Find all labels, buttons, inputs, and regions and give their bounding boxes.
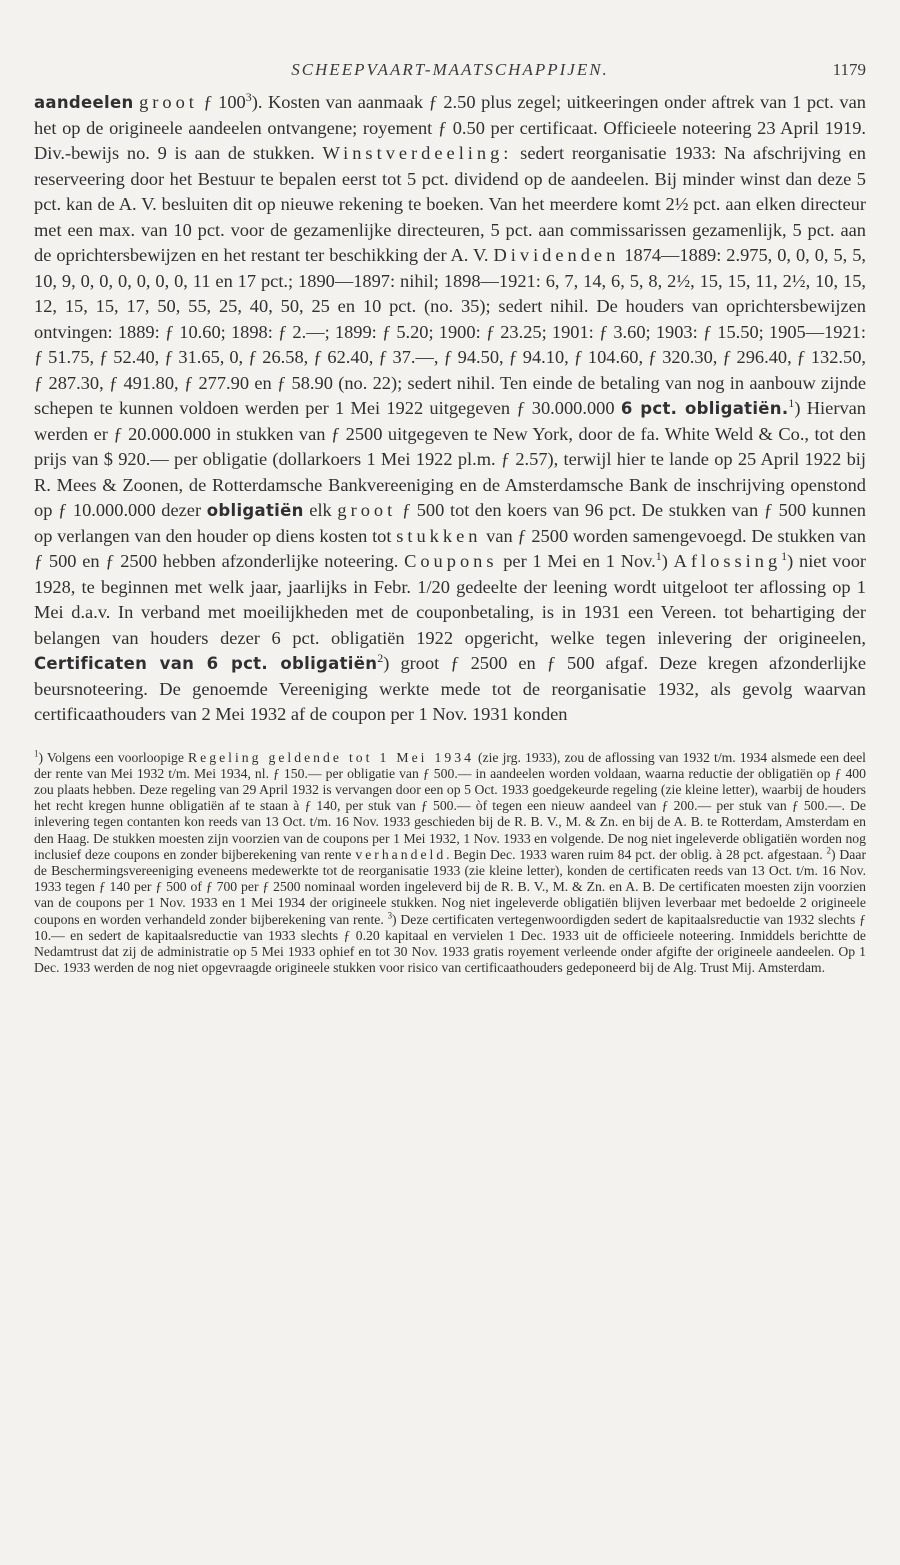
spaced-emphasis: Dividenden [493,245,620,265]
footnote-marker: 3 [245,89,252,104]
text-run: ƒ 100 [197,92,246,112]
text-run: ) Hiervan werden er ƒ 20.000.000 in stukken van ƒ 2500 uitgegeven te New York, door de fa. White Weld & Co., tot den prijs van $ 920.— per obligatie (dollarkoers 1 Mei 1922 pl.m. ƒ 2.57), terwijl hier te lande op 25 April 1922 bij R. Mees & Zoonen, de Rotterdamsche Bankvereeniging en de Amsterdamsche Bank de inschrijving openstond op ƒ 10.000.000 dezer [34,398,867,520]
footnote-marker: 3 [387,909,393,920]
bold-heading-term: aandeelen [34,93,134,112]
spaced-emphasis: Winstverdeeling: [322,143,513,163]
footnote-marker: 1 [788,395,795,410]
spaced-emphasis: groot [139,92,198,112]
spaced-emphasis: stukken [396,525,482,546]
footnote-paragraph [34,747,867,977]
text-run: per 1 Mei en 1 Nov. [497,551,656,571]
text-run: ) Volgens een voorloopige [38,749,189,765]
bold-heading-term: obligatiën [206,501,304,520]
text-run: ) [661,551,674,571]
text-run: sedert reorganisatie 1933: Na afschrijving en reserveering door het Bestuur te bepalen eerst tot 5 pct. dividend op de aandeelen. Bij minder winst dan deze 5 pct. kan de A. V. besluiten dit op nieuwe rekening te boeken. Van het meerdere komt 2½ pct. aan elken directeur met een max. van 10 pct. voor de gezamenlijke directeuren, 5 pct. aan commissarissen gezamenlijk, 5 pct. aan de oprichtersbewijzen en het restant ter beschikking der A. V. [34,143,866,265]
running-title: SCHEEPVAART-MAATSCHAPPIJEN. [291,60,609,79]
text-run: ). Kosten van aanmaak ƒ 2.50 plus zegel; uitkeeringen onder aftrek van 1 pct. van het op de origineele aandeelen ontvangene; royement ƒ 0.50 per certificaat. Officieele noteering 23 April 1919. Div.-bewijs no. 9 is aan de stukken. [34,92,866,163]
text-run: ) niet voor 1928, te beginnen met welk jaar, jaarlijks in Febr. 1/20 gedeelte der leening wordt uitgeloot ter aflossing op 1 Mei d.a.v. In verband met moeilijkheden met de couponbetaling, is in 1931 een Vereen. tot behartiging der belangen van houders dezer 6 pct. obligatiën 1922 opgericht, welke tegen inlevering der origineelen, [34,551,867,648]
footnote-marker: 1 [655,548,662,563]
text-run: ) Daar de Beschermingsvereeniging eveneens medewerkte tot de reorganisatie 1933 (zie kleine letter), konden de certificaten reeds van 13 Oct. t/m. 16 Nov. 1933 tegen ƒ 140 per ƒ 500 of ƒ 700 per ƒ 2500 nominaal worden ingeleverd bij de R. B. V., M. & Zn. en A. B. De certificaten moesten zijn voorzien van de coupons per 1 Nov. 1933 en 1 Mei 1934 der origineele stukken. Nog niet ingeleverde obligatiën blijven leverbaar met bedoelde 2 origineele coupons en worden verhandeld zonder bijberekening van rente. [34,846,867,927]
spaced-emphasis: Coupons [404,551,498,571]
text-run: (zie jrg. 1933), zou de aflossing van 1932 t/m. 1934 alsmede een deel der rente van Mei 1932 t/m. Mei 1934, nl. ƒ 150.— per obligatie van ƒ 500.— in aandeelen worden voldaan, waarna reductie der obligatiën op ƒ 400 zou plaats hebben. Deze regeling van 29 April 1932 is vervangen door een op 5 Oct. 1933 goedgekeurde regeling (zie kleine letter), waarbij de houders het recht kregen hunne obligatiën af te staan à ƒ 140, per stuk van ƒ 500.— òf tegen een nieuw aandeel van ƒ 200.— per stuk van ƒ 500.—. De inlevering tegen contanten kon reeds van 13 Oct. t/m. 16 Nov. 1933 geschieden bij de R. B. V., M. & Zn. en bij de A. B. te Rotterdam, Amsterdam en den Haag. De stukken moesten zijn voorzien van de coupons per 1 Mei 1932, 1 Nov. 1933 en volgende. De nog niet ingeleverde obligatiën worden nog inclusief deze coupons en zonder bijberekening van rente [34,749,866,862]
footnote-marker: 1 [781,548,788,563]
spaced-emphasis: Aflossing [673,551,782,571]
text-run: . Begin Dec. 1933 waren ruim 84 pct. der oblig. à 28 pct. afgestaan. [446,846,827,862]
footnote-marker: 2 [377,650,384,665]
footnote-marker: 1 [34,747,39,758]
main-paragraph [34,90,866,728]
text-run: ƒ 500 tot den koers van 96 pct. De stukken van ƒ 500 kunnen op verlangen van den houder op diens kosten tot [34,500,866,546]
text-run: ) groot ƒ 2500 en ƒ 500 afgaf. Deze kregen afzonderlijke beursnoteering. De genoemde Vereeniging werkte mede tot de reorganisatie 1932, als gevolg waarvan certificaathouders van 2 Mei 1932 af de coupon per 1 Nov. 1931 konden [34,653,867,724]
text-run: 1874—1889: 2.975, 0, 0, 0, 5, 5, 10, 9, 0, 0, 0, 0, 0, 0, 11 en 17 pct.; 1890—1897: nihil; 1898—1921: 6, 7, 14, 6, 5, 8, 2½, 15, 15, 11, 2½, 10, 15, 12, 15, 15, 17, 50, 55, 25, 40, 50, 25 en 10 pct. (no. 35); sedert nihil. De houders van oprichtersbewijzen ontvingen: 1889: ƒ 10.60; 1898: ƒ 2.—; 1899: ƒ 5.20; 1900: ƒ 23.25; 1901: ƒ 3.60; 1903: ƒ 15.50; 1905—1921: ƒ 51.75, ƒ 52.40, ƒ 31.65, 0, ƒ 26.58, ƒ 62.40, ƒ 37.—, ƒ 94.50, ƒ 94.10, ƒ 104.60, ƒ 320.30, ƒ 296.40, ƒ 132.50, ƒ 287.30, ƒ 491.80, ƒ 277.90 en ƒ 58.90 (no. 22); sedert nihil. Ten einde de betaling van nog in aanbouw zijnde schepen te kunnen voldoen werden per 1 Mei 1922 uitgegeven ƒ 30.000.000 [34,245,866,418]
text-run: elk [303,500,338,520]
bold-heading-term: Certificaten van 6 pct. obligatiën [34,654,378,673]
page-number: 1179 [832,60,866,79]
spaced-emphasis: Regeling geldende tot 1 Mei 1934 [188,749,474,765]
text-run: ) Deze certificaten vertegenwoordigden sedert de kapitaalsreductie van 1932 slechts ƒ 10.— en sedert de kapitaalsreductie van 1933 slechts ƒ 0.20 kapitaal en vervielen 1 Dec. 1933 uit de officieele noteering. Inmiddels berichtte de Nedamtrust dat zij de administratie op 5 Mei 1933 ophief en tot 30 Nov. 1933 gratis royement verleende onder afgifte der origineele aandeelen. Op 1 Dec. 1933 werden de nog niet opgevraagde origineele stukken voor risico van certificaathouders gedeponeerd bij de Alg. Trust Mij. Amsterdam. [34,911,866,976]
spaced-emphasis: groot [337,500,397,520]
footnote-marker: 2 [826,845,831,856]
bold-heading-term: 6 pct. obligatiën. [620,399,789,418]
page-header [34,58,866,90]
spaced-emphasis: verhandeld [355,846,447,862]
text-run: van ƒ 2500 worden samengevoegd. De stukken van ƒ 500 en ƒ 2500 hebben afzonderlijke noteering. [34,525,866,571]
footnotes [34,747,867,977]
